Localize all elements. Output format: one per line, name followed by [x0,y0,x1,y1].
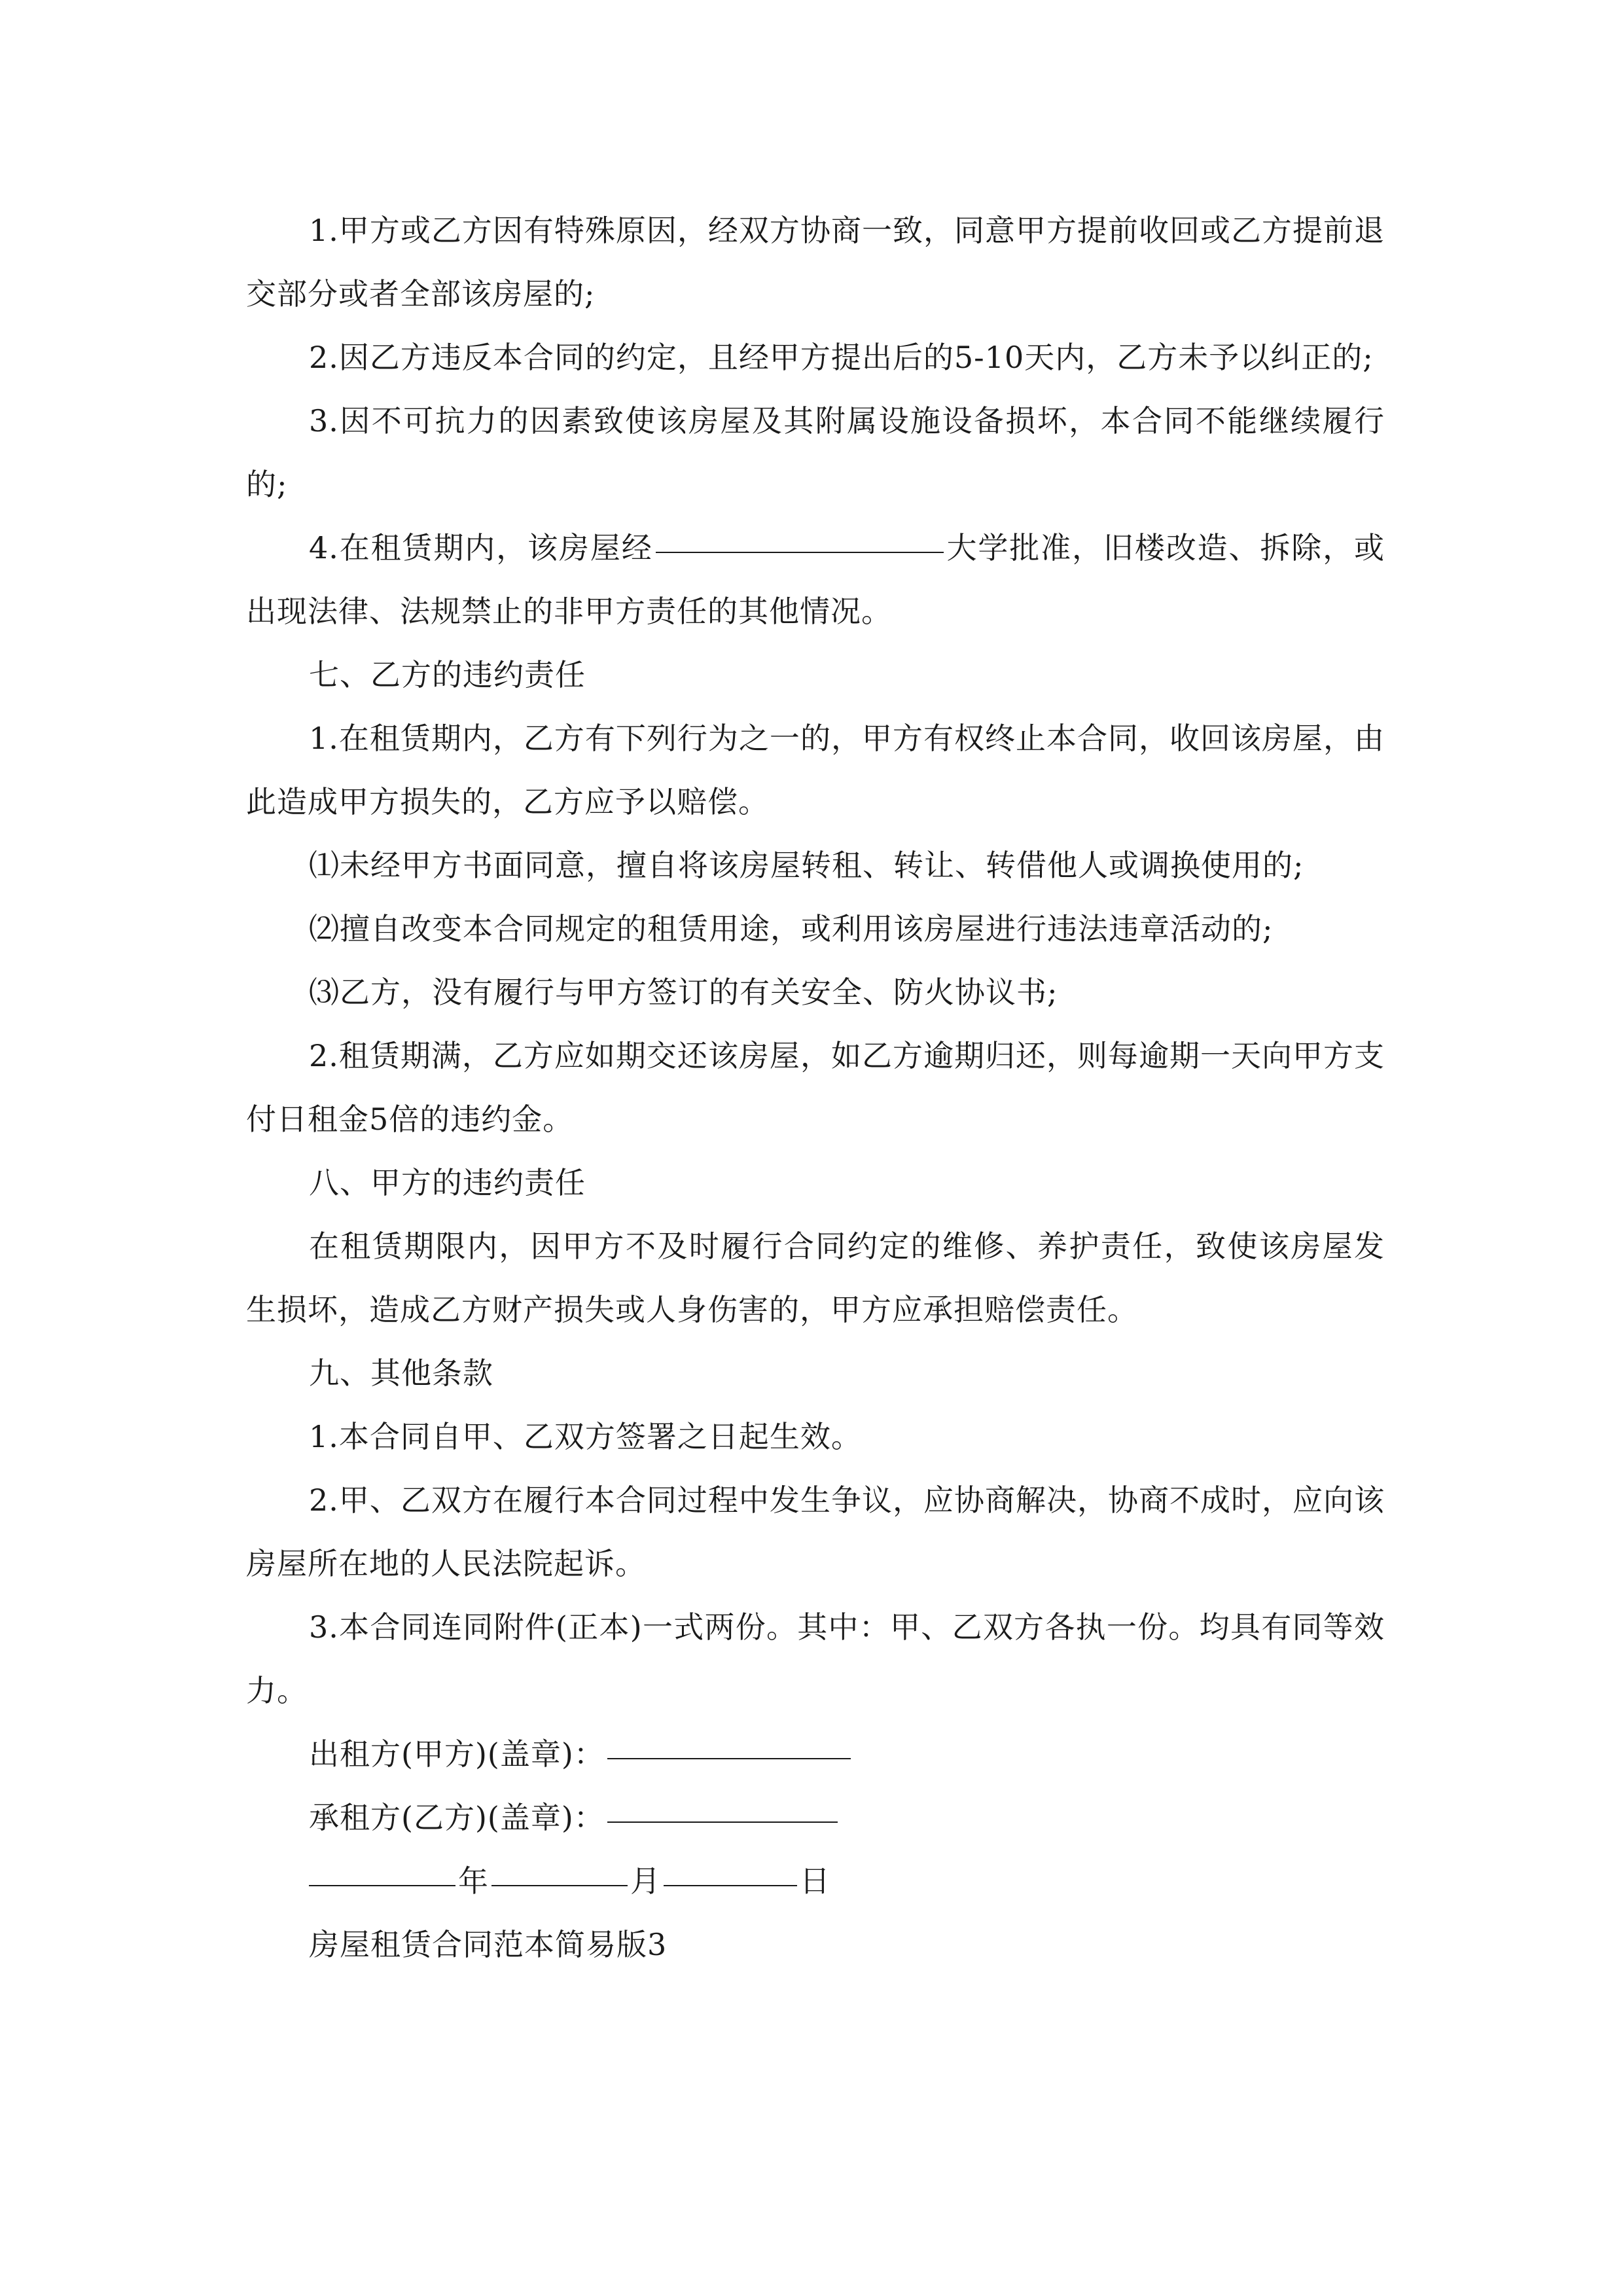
day-blank [664,1850,797,1886]
lessee-signature-blank [607,1786,838,1823]
lessee-signature-line [246,1786,1385,1850]
month-label: 月 [630,1863,661,1899]
section-heading-8: 八、甲方的违约责任 [309,1165,586,1200]
clause-lessor-maintenance: 在租赁期限内，因甲方不及时履行合同约定的维修、养护责任，致使该房屋发生损坏，造成乙方财产损失或人身伤害的，甲方应承担赔偿责任。 [246,1229,1385,1327]
day-label: 日 [800,1863,830,1899]
clause-safety-agreement: ⑶乙方，没有履行与甲方签订的有关安全、防火协议书; [309,975,1058,1010]
clause-early-termination: 1.甲方或乙方因有特殊原因，经双方协商一致，同意甲方提前收回或乙方提前退交部分或者全部该房屋的; [246,213,1385,312]
signing-date-line [246,1850,1385,1913]
clause-illegal-use: ⑵擅自改变本合同规定的租赁用途，或利用该房屋进行违法违章活动的; [309,911,1274,946]
section-heading-7: 七、乙方的违约责任 [309,657,586,692]
clause-sublet: ⑴未经甲方书面同意，擅自将该房屋转租、转让、转借他人或调换使用的; [309,848,1304,883]
approval-blank-line [656,516,944,553]
year-blank [309,1850,455,1886]
lessor-signature-blank [607,1723,851,1759]
section-heading-9: 九、其他条款 [309,1355,493,1391]
lessor-signature-line [246,1723,1385,1786]
month-blank [491,1850,628,1886]
clause-dispute: 2.甲、乙双方在履行本合同过程中发生争议，应协商解决，协商不成时，应向该房屋所在地的人民法院起诉。 [246,1482,1385,1581]
clause-university-approval-start: 4.在租赁期内，该房屋经 [309,530,653,565]
clause-lessee-termination: 1.在租赁期内，乙方有下列行为之一的，甲方有权终止本合同，收回该房屋，由此造成甲方损失的，乙方应予以赔偿。 [246,721,1385,819]
clause-late-return: 2.租赁期满，乙方应如期交还该房屋，如乙方逾期归还，则每逾期一天向甲方支付日租金5倍的违约金。 [246,1038,1385,1137]
year-label: 年 [458,1863,489,1899]
clause-copies: 3.本合同连同附件(正本)一式两份。其中：甲、乙双方各执一份。均具有同等效力。 [246,1609,1385,1708]
lessee-signature-label: 承租方(乙方)(盖章)： [309,1800,605,1835]
lessor-signature-label: 出租方(甲方)(盖章)： [309,1736,605,1772]
clause-effective-date: 1.本合同自甲、乙双方签署之日起生效。 [309,1419,862,1454]
clause-university-approval [246,516,1385,643]
next-section-title: 房屋租赁合同范本简易版3 [309,1927,668,1962]
clause-breach-correction: 2.因乙方违反本合同的约定，且经甲方提出后的5-10天内，乙方未予以纠正的; [309,340,1374,375]
clause-force-majeure: 3.因不可抗力的因素致使该房屋及其附属设施设备损坏，本合同不能继续履行的; [246,403,1385,502]
contract-body [246,199,1385,1977]
clause-university-approval-end: 大学批准，旧楼改造、拆除，或出现法律、法规禁止的非甲方责任的其他情况。 [246,530,1385,629]
